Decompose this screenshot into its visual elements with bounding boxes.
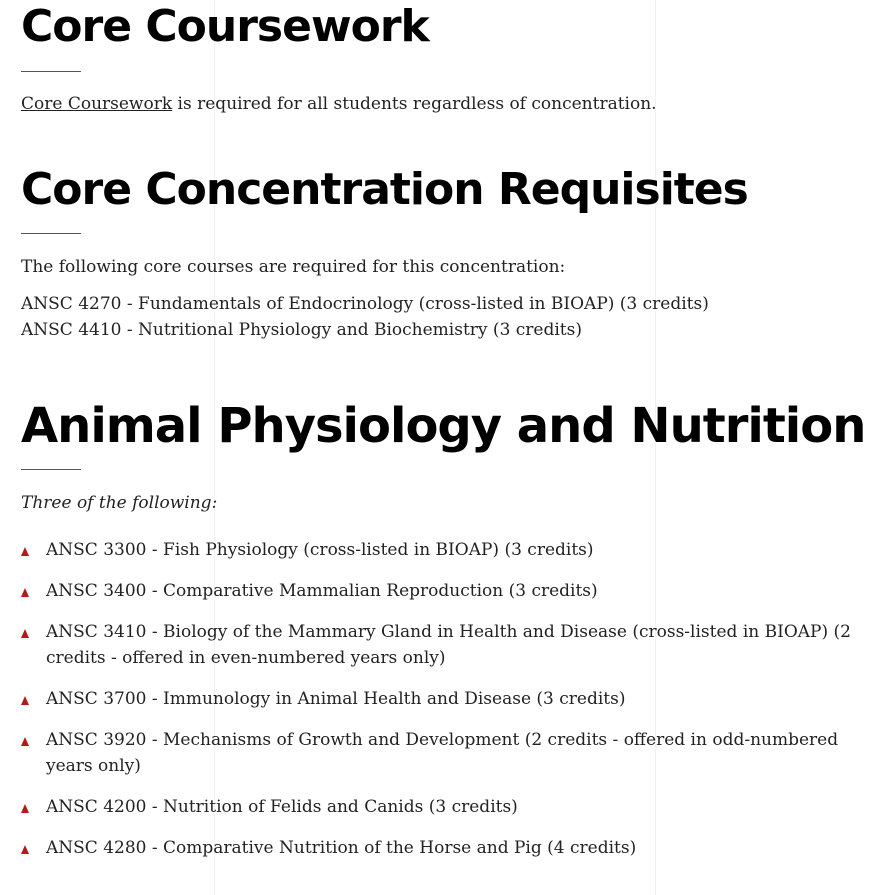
course-item: ANSC 4280 - Comparative Nutrition of the Horse and Pig (4 credits) xyxy=(46,838,637,858)
heading-divider xyxy=(21,71,81,72)
list-item xyxy=(21,619,881,671)
triangle-bullet-icon xyxy=(21,696,29,705)
core-coursework-paragraph xyxy=(21,91,881,117)
list-item xyxy=(21,686,881,712)
course-item: ANSC 4200 - Nutrition of Felids and Canids (3 credits) xyxy=(46,797,518,817)
triangle-bullet-icon xyxy=(21,737,29,746)
heading-divider xyxy=(21,469,81,470)
core-coursework-link[interactable]: Core Coursework xyxy=(21,94,173,114)
course-item: ANSC 3410 - Biology of the Mammary Gland in Health and Disease (cross-listed in BIOAP) (2 credits - offered in even-numbered years only) xyxy=(46,622,851,668)
course-item: ANSC 3700 - Immunology in Animal Health and Disease (3 credits) xyxy=(46,689,626,709)
core-coursework-heading: Core Coursework xyxy=(21,1,429,52)
course-item: ANSC 4270 - Fundamentals of Endocrinology (cross-listed in BIOAP) (3 credits) xyxy=(21,294,709,314)
heading-divider xyxy=(21,233,81,234)
main-content xyxy=(21,0,881,876)
list-item xyxy=(21,578,881,604)
list-item xyxy=(21,537,881,563)
triangle-bullet-icon xyxy=(21,629,29,638)
triangle-bullet-icon xyxy=(21,547,29,556)
triangle-bullet-icon xyxy=(21,588,29,597)
list-item xyxy=(21,835,881,861)
course-item: ANSC 3300 - Fish Physiology (cross-listed in BIOAP) (3 credits) xyxy=(46,540,594,560)
physiology-course-list xyxy=(21,537,881,861)
list-item xyxy=(21,727,881,779)
list-item xyxy=(21,794,881,820)
core-coursework-text: is required for all students regardless of concentration. xyxy=(172,94,657,114)
course-item: ANSC 3920 - Mechanisms of Growth and Development (2 credits - offered in odd-numbered years only) xyxy=(46,730,839,776)
triangle-bullet-icon xyxy=(21,804,29,813)
requisites-heading: Core Concentration Requisites xyxy=(21,164,748,215)
triangle-bullet-icon xyxy=(21,845,29,854)
requisites-intro: The following core courses are required for this concentration: xyxy=(21,257,566,277)
requisites-course-list xyxy=(21,291,881,343)
physiology-intro: Three of the following: xyxy=(21,493,218,513)
course-item: ANSC 3400 - Comparative Mammalian Reproduction (3 credits) xyxy=(46,581,598,601)
physiology-heading: Animal Physiology and Nutrition xyxy=(21,398,866,454)
course-item: ANSC 4410 - Nutritional Physiology and Biochemistry (3 credits) xyxy=(21,320,582,340)
